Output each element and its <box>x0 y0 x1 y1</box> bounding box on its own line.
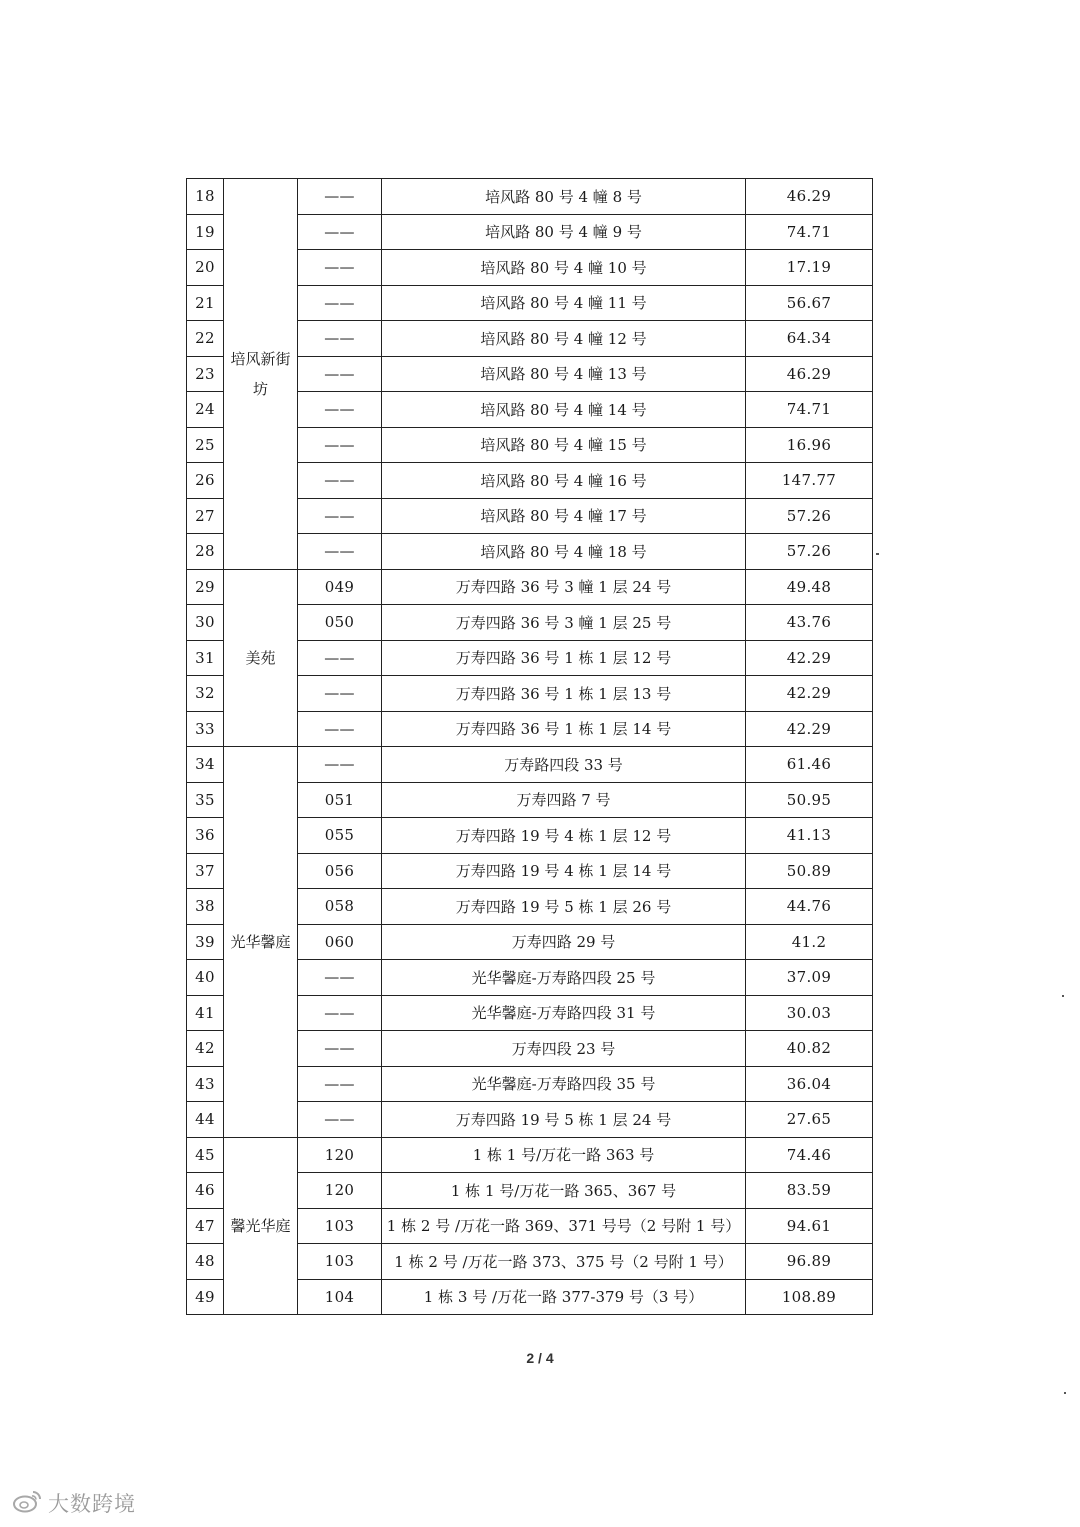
property-table <box>186 178 873 1315</box>
property-area: 42.29 <box>746 711 873 747</box>
property-address: 培风路 80 号 4 幢 9 号 <box>382 214 746 250</box>
property-area: 96.89 <box>746 1244 873 1280</box>
property-address: 培风路 80 号 4 幢 10 号 <box>382 250 746 286</box>
property-area: 42.29 <box>746 640 873 676</box>
listing-table <box>186 178 873 1315</box>
property-area: 57.26 <box>746 498 873 534</box>
property-area: 64.34 <box>746 321 873 357</box>
property-area: 56.67 <box>746 285 873 321</box>
row-number: 37 <box>187 853 224 889</box>
property-area: 61.46 <box>746 747 873 783</box>
table-row <box>187 569 873 605</box>
property-code: 103 <box>298 1208 382 1244</box>
row-number: 45 <box>187 1137 224 1173</box>
row-number: 43 <box>187 1066 224 1102</box>
property-area: 74.46 <box>746 1137 873 1173</box>
property-code: 060 <box>298 924 382 960</box>
scan-speck <box>1062 995 1064 997</box>
property-address: 光华馨庭-万寿路四段 31 号 <box>382 995 746 1031</box>
property-code: —— <box>298 534 382 570</box>
community-name: 美苑 <box>224 569 298 747</box>
property-area: 30.03 <box>746 995 873 1031</box>
property-address: 培风路 80 号 4 幢 8 号 <box>382 179 746 215</box>
row-number: 36 <box>187 818 224 854</box>
row-number: 22 <box>187 321 224 357</box>
property-code: —— <box>298 392 382 428</box>
property-area: 74.71 <box>746 392 873 428</box>
property-area: 108.89 <box>746 1279 873 1315</box>
property-area: 46.29 <box>746 179 873 215</box>
property-area: 37.09 <box>746 960 873 996</box>
row-number: 31 <box>187 640 224 676</box>
property-code: 103 <box>298 1244 382 1280</box>
property-code: 050 <box>298 605 382 641</box>
property-area: 46.29 <box>746 356 873 392</box>
property-address: 万寿路四段 33 号 <box>382 747 746 783</box>
property-area: 42.29 <box>746 676 873 712</box>
property-code: —— <box>298 960 382 996</box>
community-name: 馨光华庭 <box>224 1137 298 1315</box>
property-code: —— <box>298 498 382 534</box>
row-number: 19 <box>187 214 224 250</box>
property-address: 万寿四段 23 号 <box>382 1031 746 1067</box>
row-number: 26 <box>187 463 224 499</box>
row-number: 32 <box>187 676 224 712</box>
row-number: 30 <box>187 605 224 641</box>
property-area: 50.89 <box>746 853 873 889</box>
property-code: —— <box>298 250 382 286</box>
property-address: 培风路 80 号 4 幢 11 号 <box>382 285 746 321</box>
property-address: 万寿四路 7 号 <box>382 782 746 818</box>
row-number: 33 <box>187 711 224 747</box>
property-address: 万寿四路 36 号 1 栋 1 层 12 号 <box>382 640 746 676</box>
scan-speck <box>1064 1392 1066 1394</box>
property-address: 万寿四路 36 号 3 幢 1 层 24 号 <box>382 569 746 605</box>
table-row <box>187 747 873 783</box>
property-address: 1 栋 1 号/万花一路 363 号 <box>382 1137 746 1173</box>
property-code: —— <box>298 747 382 783</box>
property-address: 光华馨庭-万寿路四段 35 号 <box>382 1066 746 1102</box>
row-number: 39 <box>187 924 224 960</box>
row-number: 20 <box>187 250 224 286</box>
property-code: —— <box>298 214 382 250</box>
property-code: —— <box>298 321 382 357</box>
property-code: —— <box>298 427 382 463</box>
scan-speck <box>876 553 879 555</box>
property-code: 120 <box>298 1173 382 1209</box>
table-row <box>187 179 873 215</box>
row-number: 24 <box>187 392 224 428</box>
property-code: 120 <box>298 1137 382 1173</box>
property-address: 1 栋 2 号 /万花一路 373、375 号（2 号附 1 号） <box>382 1244 746 1280</box>
property-code: 051 <box>298 782 382 818</box>
property-area: 49.48 <box>746 569 873 605</box>
property-code: —— <box>298 1066 382 1102</box>
community-name: 光华馨庭 <box>224 747 298 1138</box>
property-address: 万寿四路 19 号 5 栋 1 层 24 号 <box>382 1102 746 1138</box>
property-code: 056 <box>298 853 382 889</box>
table-body <box>187 179 873 1315</box>
community-name: 培风新街坊 <box>224 179 298 570</box>
property-address: 万寿四路 19 号 4 栋 1 层 14 号 <box>382 853 746 889</box>
watermark-text: 大数跨境 <box>48 1493 136 1516</box>
property-area: 40.82 <box>746 1031 873 1067</box>
row-number: 34 <box>187 747 224 783</box>
property-area: 147.77 <box>746 463 873 499</box>
row-number: 35 <box>187 782 224 818</box>
row-number: 42 <box>187 1031 224 1067</box>
page-number: 2 / 4 <box>526 1350 554 1366</box>
property-area: 50.95 <box>746 782 873 818</box>
property-address: 万寿四路 36 号 3 幢 1 层 25 号 <box>382 605 746 641</box>
property-address: 万寿四路 29 号 <box>382 924 746 960</box>
property-area: 17.19 <box>746 250 873 286</box>
table-row <box>187 1137 873 1173</box>
watermark <box>12 1488 136 1518</box>
row-number: 38 <box>187 889 224 925</box>
property-address: 万寿四路 36 号 1 栋 1 层 13 号 <box>382 676 746 712</box>
property-code: —— <box>298 356 382 392</box>
property-address: 培风路 80 号 4 幢 18 号 <box>382 534 746 570</box>
property-code: 058 <box>298 889 382 925</box>
property-address: 培风路 80 号 4 幢 12 号 <box>382 321 746 357</box>
property-address: 1 栋 3 号 /万花一路 377-379 号（3 号） <box>382 1279 746 1315</box>
row-number: 44 <box>187 1102 224 1138</box>
property-area: 27.65 <box>746 1102 873 1138</box>
property-area: 74.71 <box>746 214 873 250</box>
property-area: 16.96 <box>746 427 873 463</box>
property-address: 万寿四路 36 号 1 栋 1 层 14 号 <box>382 711 746 747</box>
property-address: 1 栋 1 号/万花一路 365、367 号 <box>382 1173 746 1209</box>
property-address: 培风路 80 号 4 幢 15 号 <box>382 427 746 463</box>
property-code: 055 <box>298 818 382 854</box>
row-number: 28 <box>187 534 224 570</box>
property-address: 培风路 80 号 4 幢 17 号 <box>382 498 746 534</box>
row-number: 48 <box>187 1244 224 1280</box>
property-code: —— <box>298 463 382 499</box>
property-code: —— <box>298 676 382 712</box>
property-area: 41.2 <box>746 924 873 960</box>
row-number: 49 <box>187 1279 224 1315</box>
row-number: 46 <box>187 1173 224 1209</box>
property-area: 41.13 <box>746 818 873 854</box>
property-area: 83.59 <box>746 1173 873 1209</box>
row-number: 41 <box>187 995 224 1031</box>
row-number: 23 <box>187 356 224 392</box>
property-code: —— <box>298 995 382 1031</box>
row-number: 21 <box>187 285 224 321</box>
weibo-logo-icon <box>12 1489 42 1518</box>
property-code: —— <box>298 179 382 215</box>
property-code: 104 <box>298 1279 382 1315</box>
property-address: 培风路 80 号 4 幢 16 号 <box>382 463 746 499</box>
row-number: 40 <box>187 960 224 996</box>
property-address: 培风路 80 号 4 幢 14 号 <box>382 392 746 428</box>
property-area: 43.76 <box>746 605 873 641</box>
property-code: —— <box>298 1031 382 1067</box>
property-address: 万寿四路 19 号 5 栋 1 层 26 号 <box>382 889 746 925</box>
property-address: 培风路 80 号 4 幢 13 号 <box>382 356 746 392</box>
row-number: 18 <box>187 179 224 215</box>
property-area: 94.61 <box>746 1208 873 1244</box>
row-number: 27 <box>187 498 224 534</box>
property-area: 57.26 <box>746 534 873 570</box>
property-address: 万寿四路 19 号 4 栋 1 层 12 号 <box>382 818 746 854</box>
property-code: —— <box>298 711 382 747</box>
property-address: 光华馨庭-万寿路四段 25 号 <box>382 960 746 996</box>
property-code: —— <box>298 285 382 321</box>
property-area: 44.76 <box>746 889 873 925</box>
row-number: 47 <box>187 1208 224 1244</box>
property-code: 049 <box>298 569 382 605</box>
property-code: —— <box>298 1102 382 1138</box>
property-area: 36.04 <box>746 1066 873 1102</box>
row-number: 29 <box>187 569 224 605</box>
property-code: —— <box>298 640 382 676</box>
row-number: 25 <box>187 427 224 463</box>
property-address: 1 栋 2 号 /万花一路 369、371 号号（2 号附 1 号） <box>382 1208 746 1244</box>
